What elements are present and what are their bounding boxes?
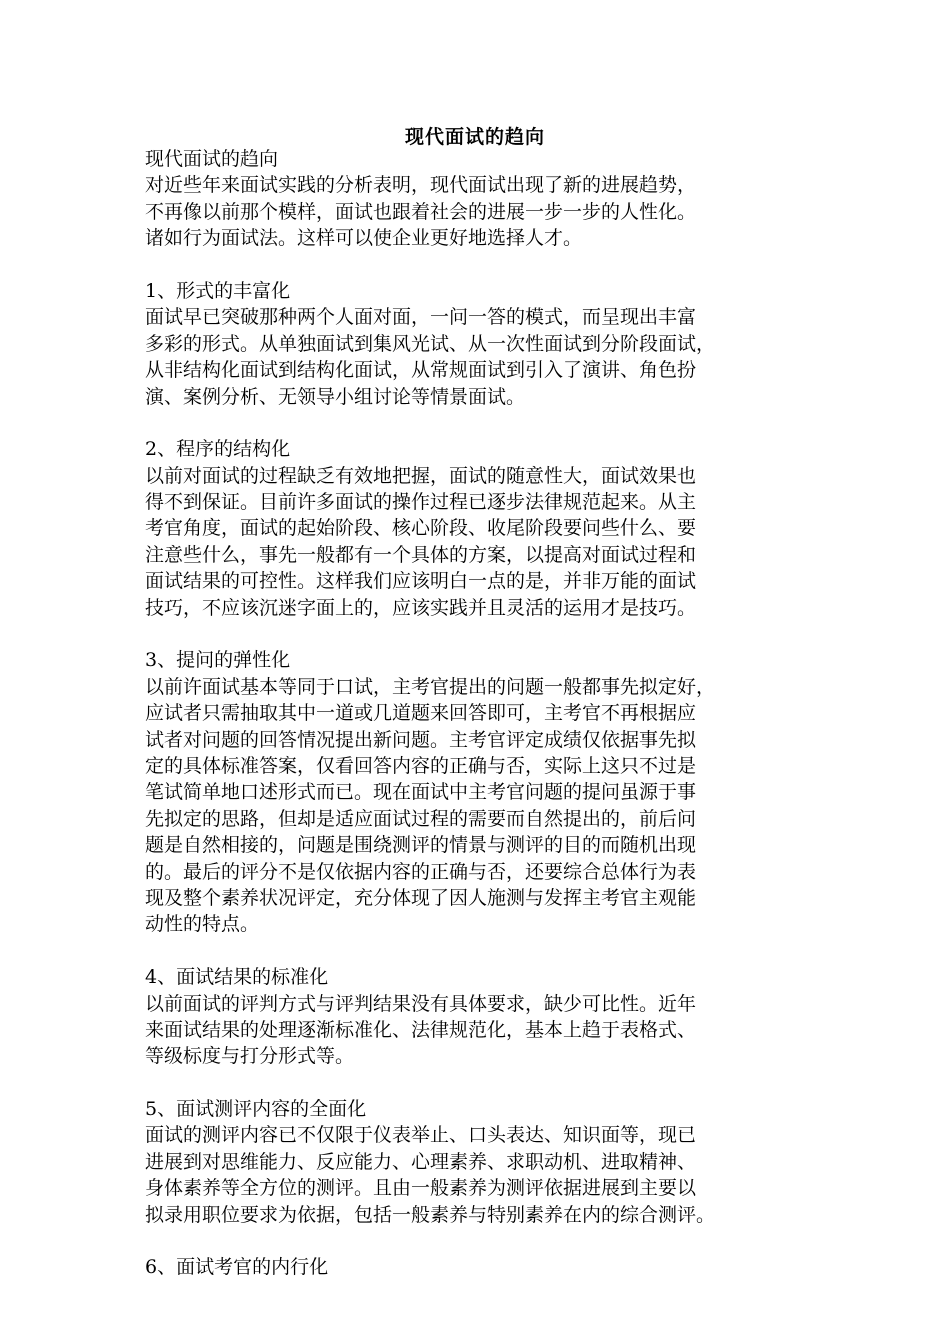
paragraph-line: 得不到保证。目前许多面试的操作过程已逐步法律规范起来。从主 [145, 491, 697, 514]
intro-line: 对近些年来面试实践的分析表明，现代面试出现了新的进展趋势， [145, 174, 697, 197]
paragraph-line: 以前面试的评判方式与评判结果没有具体要求，缺少可比性。近年 [145, 992, 697, 1015]
section-heading: 5、面试测评内容的全面化 [145, 1098, 367, 1121]
paragraph-line: 先拟定的思路，但却是适应面试过程的需要而自然提出的，前后问 [145, 807, 697, 830]
paragraph-gap [145, 252, 815, 278]
paragraph-line: 技巧，不应该沉迷字面上的，应该实践并且灵活的运用才是技巧。 [145, 596, 697, 619]
paragraph-line: 多彩的形式。从单独面试到集风光试、从一次性面试到分阶段面试， [145, 332, 716, 355]
paragraph-line: 应试者只需抽取其中一道或几道题来回答即可，主考官不再根据应 [145, 702, 697, 725]
paragraph-line: 定的具体标准答案，仅看回答内容的正确与否，实际上这只不过是 [145, 754, 697, 777]
paragraph-line: 面试结果的可控性。这样我们应该明白一点的是，并非万能的面试 [145, 570, 697, 593]
paragraph-line: 以前许面试基本等同于口试，主考官提出的问题一般都事先拟定好， [145, 675, 716, 698]
paragraph-line: 面试早已突破那种两个人面对面，一问一答的模式，而呈现出丰富 [145, 306, 697, 329]
paragraph-gap [145, 410, 815, 436]
paragraph-line: 身体素养等全方位的测评。且由一般素养为测评依据进展到主要以 [145, 1177, 697, 1200]
paragraph-gap [145, 1228, 815, 1254]
intro-line: 诸如行为面试法。这样可以使企业更好地选择人才。 [145, 227, 583, 250]
paragraph-line: 动性的特点。 [145, 913, 260, 936]
paragraph-gap [145, 621, 815, 647]
paragraph-line: 现及整个素养状况评定，充分体现了因人施测与发挥主考官主观能 [145, 886, 697, 909]
document-body [145, 146, 815, 1281]
paragraph-gap [145, 938, 815, 964]
section-heading: 2、程序的结构化 [145, 438, 291, 461]
section-heading: 3、提问的弹性化 [145, 649, 291, 672]
paragraph-line: 演、案例分析、无领导小组讨论等情景面试。 [145, 385, 526, 408]
paragraph-line: 考官角度，面试的起始阶段、核心阶段、收尾阶段要问些什么、要 [145, 517, 697, 540]
document-title: 现代面试的趋向 [404, 126, 545, 148]
paragraph-line: 来面试结果的处理逐渐标准化、法律规范化，基本上趋于表格式、 [145, 1018, 697, 1041]
paragraph-line: 的。最后的评分不是仅依据内容的正确与否，还要综合总体行为表 [145, 860, 697, 883]
paragraph-line: 以前对面试的过程缺乏有效地把握，面试的随意性大，面试效果也 [145, 464, 697, 487]
paragraph-line: 试者对问题的回答情况提出新问题。主考官评定成绩仅依据事先拟 [145, 728, 697, 751]
section-heading: 1、形式的丰富化 [145, 279, 291, 302]
paragraph-line: 注意些什么，事先一般都有一个具体的方案，以提高对面试过程和 [145, 543, 697, 566]
paragraph-line: 进展到对思维能力、反应能力、心理素养、求职动机、进取精神、 [145, 1150, 697, 1173]
paragraph-line: 等级标度与打分形式等。 [145, 1045, 355, 1068]
paragraph-line: 题是自然相接的，问题是围绕测评的情景与测评的目的而随机出现 [145, 834, 697, 857]
paragraph-gap [145, 1070, 815, 1096]
paragraph-line: 笔试简单地口述形式而已。现在面试中主考官问题的提问虽源于事 [145, 781, 697, 804]
paragraph-line: 从非结构化面试到结构化面试，从常规面试到引入了演讲、角色扮 [145, 359, 697, 382]
intro-line: 不再像以前那个模样，面试也跟着社会的进展一步一步的人性化。 [145, 200, 697, 223]
document-subtitle: 现代面试的趋向 [145, 148, 279, 170]
section-heading: 4、面试结果的标准化 [145, 966, 329, 989]
paragraph-line: 面试的测评内容已不仅限于仪表举止、口头表达、知识面等，现已 [145, 1124, 697, 1147]
section-heading: 6、面试考官的内行化 [145, 1256, 329, 1279]
paragraph-line: 拟录用职位要求为依据，包括一般素养与特别素养在内的综合测评。 [145, 1203, 716, 1226]
